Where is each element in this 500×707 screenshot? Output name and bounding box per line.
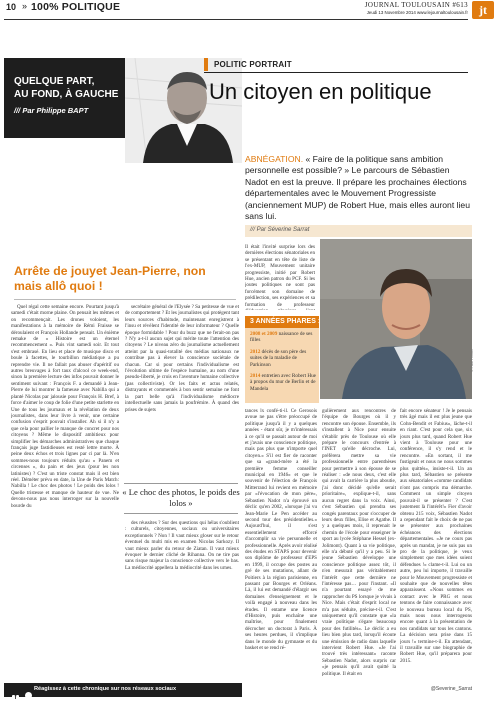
phrase-item [250, 349, 316, 368]
lead-text: « Faire de la politique sans ambition personnelle est possible? » Le parcours de Sébastien Nadot en est la preuve. Il prépare les prochaines élections départementales avec le Mouvement Progressiste (anciennement MUP) de Robert Hue, mais elles auront lieu sans lui. [245, 154, 470, 222]
article-intro [245, 244, 315, 310]
phrase-item [250, 373, 316, 392]
lead-prefix: ABNÉGATION. [245, 154, 304, 164]
column-paragraph-2: secrétaire général de l'Elysée ? Sa petitesse de vue et de comportement ? Et les journalistes qui protègent tant leurs sources d'habitude, maintenant enregistrent à l'insu et révèlent l'identité de leur informateur ? Quelle époque formidable ! Pour du buzz que ne ferait-on pas ? N'y a-t-il aucun sujet qui mérite toute l'attention des citoyens ? Le niveau zéro du journalisme actuellement atteint par la quasi-totalité des médias nationaux ne contribue pas à élever la conscience sociétale de chacun. Car si pour certains l'individualisme est l'évolution ultime de l'espèce humaine, au nom d'une pseudo-liberté, je crois en l'aventure humaine collective (pas collectiviste). Or les faits et actus relatés, distrayants et commentés à bon sentir semaine ne font la part belle qu'à l'individualisme médiocre intellectuelle sans jamais la poufrémire. À quand des prises de sujets [125, 304, 239, 413]
article-kicker: POLITIC PORTRAIT [214, 60, 292, 69]
column-paragraph-3: des réussites ? Sur des questions qui hélas s'oublient : culturels, citoyennes, sociaux ou universitaires exceptionnels ? Non ! Il vaut mieux gloser sur le retour éventuel du multi mis en examen Nicolas Sarkozy. Il vaut mieux parler du retour de Ziatan. Il vaut mieux évoquer le dernier cliché de Rihanna. On ne tire pas sans risque majeur la conscience collective vers le bas. La médiocrité appellera la médiocrité dans les urnes. [125, 520, 239, 571]
phrase-text: décès de son père des suites de la maladie de Parkinson [250, 348, 307, 368]
article-lead [245, 154, 472, 222]
article-paragraph-b: gulièrement aux rencontres de l'équipe de Bourges où il y rencontre son épouse. Ensemble, ils s'installent à Nice pour ensuite s'établir près de Toulouse où elle prépare le concours d'entrée à l'INET qu'elle décroche. Lui, préfèrera mettre sa vie professionnelle entre parenthèses pour permettre à son épouse de se réaliser : «de nous deux, c'est elle qui avait la carrière la plus aboutie, j'ai donc décidé qu'elle serait prioritaire», explique-t-il, sans aucun regret dans la voix. Ainsi, c'est Sébastien qui prendra ses congés parentaux pour s'occuper de leurs deux filles, Elise et Agathe. Il y a quelques mois, il reprenait le chemin de l'école pour enseigner le sport au lycée Stéphane Hessel (ex-Jolimont). Quant à sa vie politique, elle n'a débuté qu'il y a peu. Si le jeune Sébastien développe une conscience politique assez tôt, il n'en mesurait pas véritablement l'intérêt que cette dernière ne l'intéresse pas… pour l'instant. «Il n'a pourtant essayé de me rapprocher du PS lorsque je vivais à Nice. Mais c'était d'esprit local ne m'a pas séduite, précise-t-il. C'est uniquement qu'il constate que «la vraie politique s'égare beaucoup pour des futilités». Le déclic a eu lieu bien plus tard, lorsqu'il écoute une émission de radio dans laquelle intervient Robert Hue. «Je l'ai trouvé très intéressant» raconte Sébastien Nadot, alors surpris car «je pensais qu'il avait quitté la politique. Il était en [322, 408, 396, 677]
article-col-a [245, 408, 317, 680]
article-byline: /// Par Séverine Sarrat [250, 227, 310, 233]
twitter-icon[interactable] [25, 692, 32, 699]
article-paragraph-a: tances lx confé-ti-il. Ce Gerosois avoue ne pas s'être préoccupé de politique jusqu'à il y a quelques années - étant sûr, je m'intéressais à ce qu'il se passait autour de moi et j'avais une conscience politique, mais pas plus que n'importe quel citoyen.» S'il est fier de raconter que sa «grand-mère a été la première femme conseiller municipal en 1946» et que le souvenir de l'élection de François Mitterrand lui revient en mémoire par «l'évocation de mon père», Sébastien Nadot n'a éprouvé un déclic qu'en 2002, «lorsque j'ai vu Jean-Marie Le Pen accéder au second tour des présidentielles.» Aujourd'hui, il s'est essentiellement efforcé d'accomplir sa vie personnelle et professionnelle. Après avoir réalisé des études en STAPS pour devenir son diplôme de professeur d'EPS en 1999, il occupe des postes au gré de ses mutations, allant de Poitiers à la région parisienne, en passant par Bourges et Orléans. Là, il lui est demandé d'élargir ses domaines d'enseignement et le voilà engagé à nouveau dans les études. Il entame une licence d'Histoire, puis enchaîne une maîtrise, pour finalement décrocher un doctorat à Paris. À ses heures perdues, il s'implique dans le monde du gymnaste et du basket et se rend ré- [245, 408, 317, 652]
phrase-year: 2008 et 2009 [250, 331, 278, 337]
signature-text[interactable]: @Severine_Sarrat [430, 686, 472, 692]
column-body-col2b [125, 520, 239, 666]
portrait-photo [320, 239, 472, 399]
journal-title: JOURNAL TOULOUSAIN [364, 1, 451, 9]
article-signature[interactable] [410, 686, 472, 692]
phrase-year: 2012 [250, 348, 261, 355]
column-body-col1 [11, 304, 119, 666]
journal-name [300, 1, 468, 9]
column-headline-rule [14, 299, 236, 300]
article-col-c [400, 408, 472, 680]
phrase-year: 2014 [250, 373, 261, 380]
opinion-title-line1: QUELQUE PART, [14, 76, 95, 87]
author-photo [125, 58, 242, 163]
facebook-icon[interactable]: f [12, 695, 19, 702]
section-title: 100% POLITIQUE [31, 1, 121, 13]
column-headline: Arrête de jouyet Jean-Pierre, non mais allô quoi ! [14, 264, 206, 293]
date-site: Jeudi 13 Novembre 2014 www.lejournaltoulousain.fr [366, 10, 468, 15]
article-title: Un citoyen en politique [209, 79, 432, 104]
issue-number: #613 [452, 1, 468, 9]
phrases-list [250, 331, 316, 392]
phrase-text: entretien avec Robert Hue à propos du mur de Berlin et de Mandela [250, 373, 316, 392]
photo-credit: © Paul Pellicer [470, 348, 474, 372]
opinion-byline: /// Par Philippe BAPT [14, 106, 89, 115]
pullquote-rule-bottom [124, 513, 238, 514]
pullquote-rule-top [124, 483, 238, 484]
page-number: 10 [6, 2, 17, 12]
kicker-bar [204, 58, 208, 71]
column-paragraph-1: Quel régal cette semaine encore. Pourtant jusqu'à samedi c'était morne plaine. On pensait les mêmes et on recommençait. Les drones voloient, les manifestations à la mémoire de Rémi Fraisse se déroulaient et François Hollande pensait. Un énième remake de « Histoire est un éternel recommencement ». Puis vint samedi soir. Et tout s'est embrasé. En lieu et place de musique disco et boule à facettes, le tourbillon médiatique a pu reprendre vie. Il ne fallait pas abuser d'apéritif ou autres breuvages à fort taux d'alcool ce week-end, sinon la première lecture des infos pouvait donner le sentiment suivant : François F. a demandé à Jean-Pierre de lui montrer la fameuse avec Nabilla qui a planté Nicolas par jalousie pour François H. Bref, à force d'aimer le coup de folie d'une petite starlette en Une de tous les journaux et la révélation de deux journalistes, dans leur livre à venir, une certaine confusion s'esprit pouvait s'installer. Ah si il n'y a que cela pour pallier le manque de concret pour nos citoyens ? Même le dispositif ambitieux pour simplifier les démarches administratives que chaque français juge fastidieuses est resté lettre morte. À peine deux échos et trois lignes par ci par là. N'en sommes-nous toujours réduits qu'au « Panem et circenses », du pain et des jeux (pour les non latinistes) ? C'est un triste constat mais il est bien réel. Déméter prévu en date, la Une de Paris Match: Nabilla ! Le choc des photos ! Le poids des lolos ! Quelle tristesse et manque de hauteur de vue. Ne devons-nous pas nous interroger sur la nouvelle bourde du [11, 304, 119, 509]
section-arrow-icon: » [22, 1, 28, 11]
phrase-text: naissance de ses filles [250, 331, 313, 344]
social-icons[interactable] [12, 686, 32, 704]
phrase-item [250, 331, 316, 344]
header-rule [4, 19, 468, 20]
intro-paragraph: Il était l'invité surprise lors des dernières élections sénatoriales en se présentant en tête de liste de l'ex-MUP, Mouvement unitaire progressiste, initié par Robert Hue, ancien patron du PCF. Si les joutes politiques ne sont pas forcément son domaine de prédilection, ses expériences et sa formation de professeur [245, 244, 315, 308]
pullquote-text: « Le choc des photos, le poids des lolos » [122, 487, 240, 508]
journal-logo: jt [472, 1, 494, 19]
article-paragraph-c: fait encore sénateur ! Je le pensais très âgé mais il est plus jeune que Cohn-Bendit et Fabius», lâche-t-il en riant. C'est pour cela que, six jours plus tard, quand Robert Hue vient à Toulouse pour une conférence, il s'y rend et le rencontre. «En sortant, il me fustigeait et nous ne nous sommes plus quittés», insiste-t-il. Un an plus tard, Sébastien se présente aux sénatoriales «comme candidats n'ont pas compris ma démarche. Comment un simple citoyen pouvait-il se présenter ? C'est justement là l'intérêt!» Fier d'avoir obtenu 215 voix, Sébastien Nadot a cependant fait le choix de ne pas se présenter aux prochaines échéances des élections départementales. «Je ne cours pas après un mandat, je ne suis pas un pro de la politique, je veux simplement que mes idées soient défendues !» clame-t-il. Lui ou un autre, peu lui importe, il travaille pour le Mouvement progressiste et souhaite que de nouvelles têtes apparaissent. «Nous sommes en contact avec le PRG et nous tentons de faire connaissance avec le nouveau bureau local du PS, mais nous nous interrogeons encore quant à la présentation de nos candidats sur tous les cantons. La décision sera prise dans 15 jours !» termine-t-il. En attendant, il travaille sur une biographie de Robert Hue, qu'il préparera pour 2015. [400, 408, 472, 664]
social-footer-text: Réagissez à cette chronique sur nos réseaux sociaux [34, 686, 177, 692]
phrases-box-title: 3 ANNÉES PHARES : [250, 318, 321, 325]
kicker-rule [204, 72, 468, 73]
column-body-col2 [125, 304, 239, 470]
opinion-title-line2: AU FOND, À GAUCHE [14, 89, 119, 100]
article-col-b [322, 408, 396, 680]
